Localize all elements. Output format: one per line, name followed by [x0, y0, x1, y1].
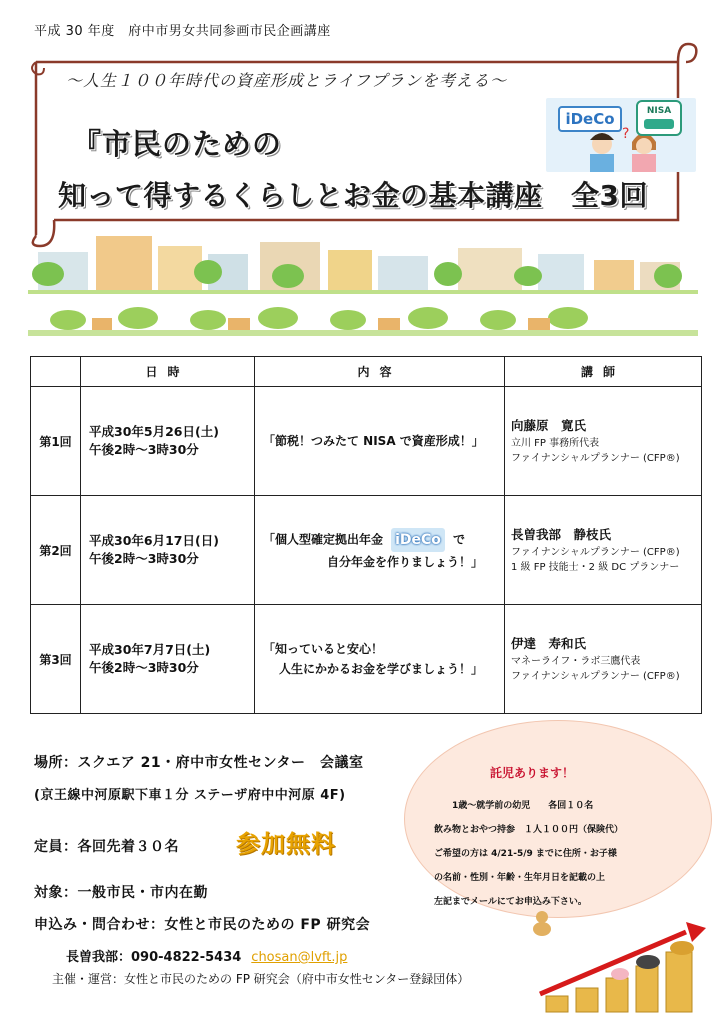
- lecturer-name: 長曽我部 静枝氏: [511, 527, 612, 542]
- nisa-logo: [636, 100, 682, 136]
- target-text: 対象：一般市民・市内在勤: [34, 885, 208, 901]
- session-lecturer: [505, 496, 702, 605]
- session-date-time: 午後2時～3時30分: [89, 551, 199, 566]
- banner-subtitle: ～人生１００年時代の資産形成とライフプランを考える～: [66, 71, 508, 90]
- childcare-line: の名前・性別・年齢・生年月日を記載の上: [434, 873, 606, 883]
- session-content-line: 「知っていると安心！: [263, 642, 384, 656]
- banner-title-line2: 知って得するくらしとお金の基本講座 全3回: [58, 179, 648, 212]
- session-date: [81, 605, 255, 714]
- childcare-line: 左記までメールにてお申込み下さい。: [434, 897, 587, 907]
- coins-growth-illustration: [536, 918, 716, 1018]
- session-date-day: 平成30年5月26日(土): [89, 424, 219, 439]
- venue-text: 場所：スクエア 21・府中市女性センター 会議室: [34, 755, 364, 771]
- nisa-logo-text: NISA: [646, 106, 672, 116]
- header-lecturer: 講師: [505, 357, 702, 387]
- session-lecturer: [505, 387, 702, 496]
- lecturer-title: マネーライフ・ラボ三鷹代表: [511, 656, 641, 667]
- childcare-oval: [404, 720, 712, 918]
- access-text: (京王線中河原駅下車１分 ステーザ府中中河原 4F): [34, 788, 346, 803]
- childcare-line: 飲み物とおやつ持参 １人１００円（保険代）: [434, 825, 624, 835]
- table-row: [31, 387, 702, 496]
- ideco-inline-logo: iDeCo: [391, 528, 445, 552]
- session-date-day: 平成30年6月17日(日): [89, 533, 219, 548]
- session-date-day: 平成30年7月7日(土): [89, 642, 211, 657]
- lecturer-name: 向藤原 寛氏: [511, 418, 587, 433]
- session-content: [255, 605, 505, 714]
- session-content: [255, 387, 505, 496]
- session-date: [81, 387, 255, 496]
- table-header-row: [31, 357, 702, 387]
- session-content: [255, 496, 505, 605]
- banner-title-line1: 『市民のための: [72, 127, 283, 161]
- contact-line: [66, 946, 347, 965]
- svg-text:?: ?: [622, 126, 630, 142]
- session-date-time: 午後2時～3時30分: [89, 442, 199, 457]
- contact-email-link[interactable]: chosan@lvft.jp: [251, 950, 348, 965]
- session-date-time: 午後2時～3時30分: [89, 660, 199, 675]
- session-date: [81, 496, 255, 605]
- apply-text: 申込み・問合わせ：女性と市民のための FP 研究会: [34, 917, 371, 933]
- schedule-table: [30, 356, 702, 714]
- lecturer-title: 1 級 FP 技能士・2 級 DC プランナー: [511, 562, 680, 573]
- lecturer-title: ファイナンシャルプランナー (CFP®): [511, 453, 680, 464]
- top-line: 平成 30 年度 府中市男女共同参画市民企画講座: [34, 24, 331, 39]
- session-number: 第2回: [31, 496, 81, 605]
- session-lecturer: [505, 605, 702, 714]
- childcare-line: 1歳～就学前の幼児 各回１０名: [452, 801, 594, 811]
- session-number: 第1回: [31, 387, 81, 496]
- nisa-logo-bar: [644, 119, 674, 129]
- session-content-line: [263, 528, 504, 552]
- lecturer-name: 伊達 寿和氏: [511, 636, 587, 651]
- table-row: [31, 496, 702, 605]
- table-row: [31, 605, 702, 714]
- session-number: 第3回: [31, 605, 81, 714]
- organizer-text: 主催・運営：女性と市民のための FP 研究会（府中市女性センター登録団体）: [52, 972, 470, 986]
- header-no: [31, 357, 81, 387]
- session-content-text: で: [453, 532, 466, 547]
- session-content-line: 「節税！つみたて NISA で資産形成！」: [263, 434, 484, 448]
- contact-phone: 長曽我部：090-4822-5434: [66, 950, 242, 965]
- session-content-line: 人生にかかるお金を学びましょう！」: [279, 662, 484, 676]
- capacity-text: 定員：各回先着３０名: [34, 839, 179, 855]
- session-content-line: 自分年金を作りましょう！」: [327, 555, 484, 569]
- town-illustration: [28, 232, 698, 346]
- lecturer-title: 立川 FP 事務所代表: [511, 438, 600, 449]
- header-content: 内容: [255, 357, 505, 387]
- ideco-logo: iDeCo: [558, 106, 622, 132]
- free-admission-label: 参加無料: [236, 830, 336, 858]
- childcare-line: ご希望の方は 4/21-5/9 までに住所・お子様: [434, 849, 617, 859]
- lecturer-title: ファイナンシャルプランナー (CFP®): [511, 547, 680, 558]
- childcare-title: 託児あります！: [490, 766, 575, 780]
- lecturer-title: ファイナンシャルプランナー (CFP®): [511, 671, 680, 682]
- session-content-text: 「個人型確定拠出年金: [263, 532, 384, 547]
- header-date: 日時: [81, 357, 255, 387]
